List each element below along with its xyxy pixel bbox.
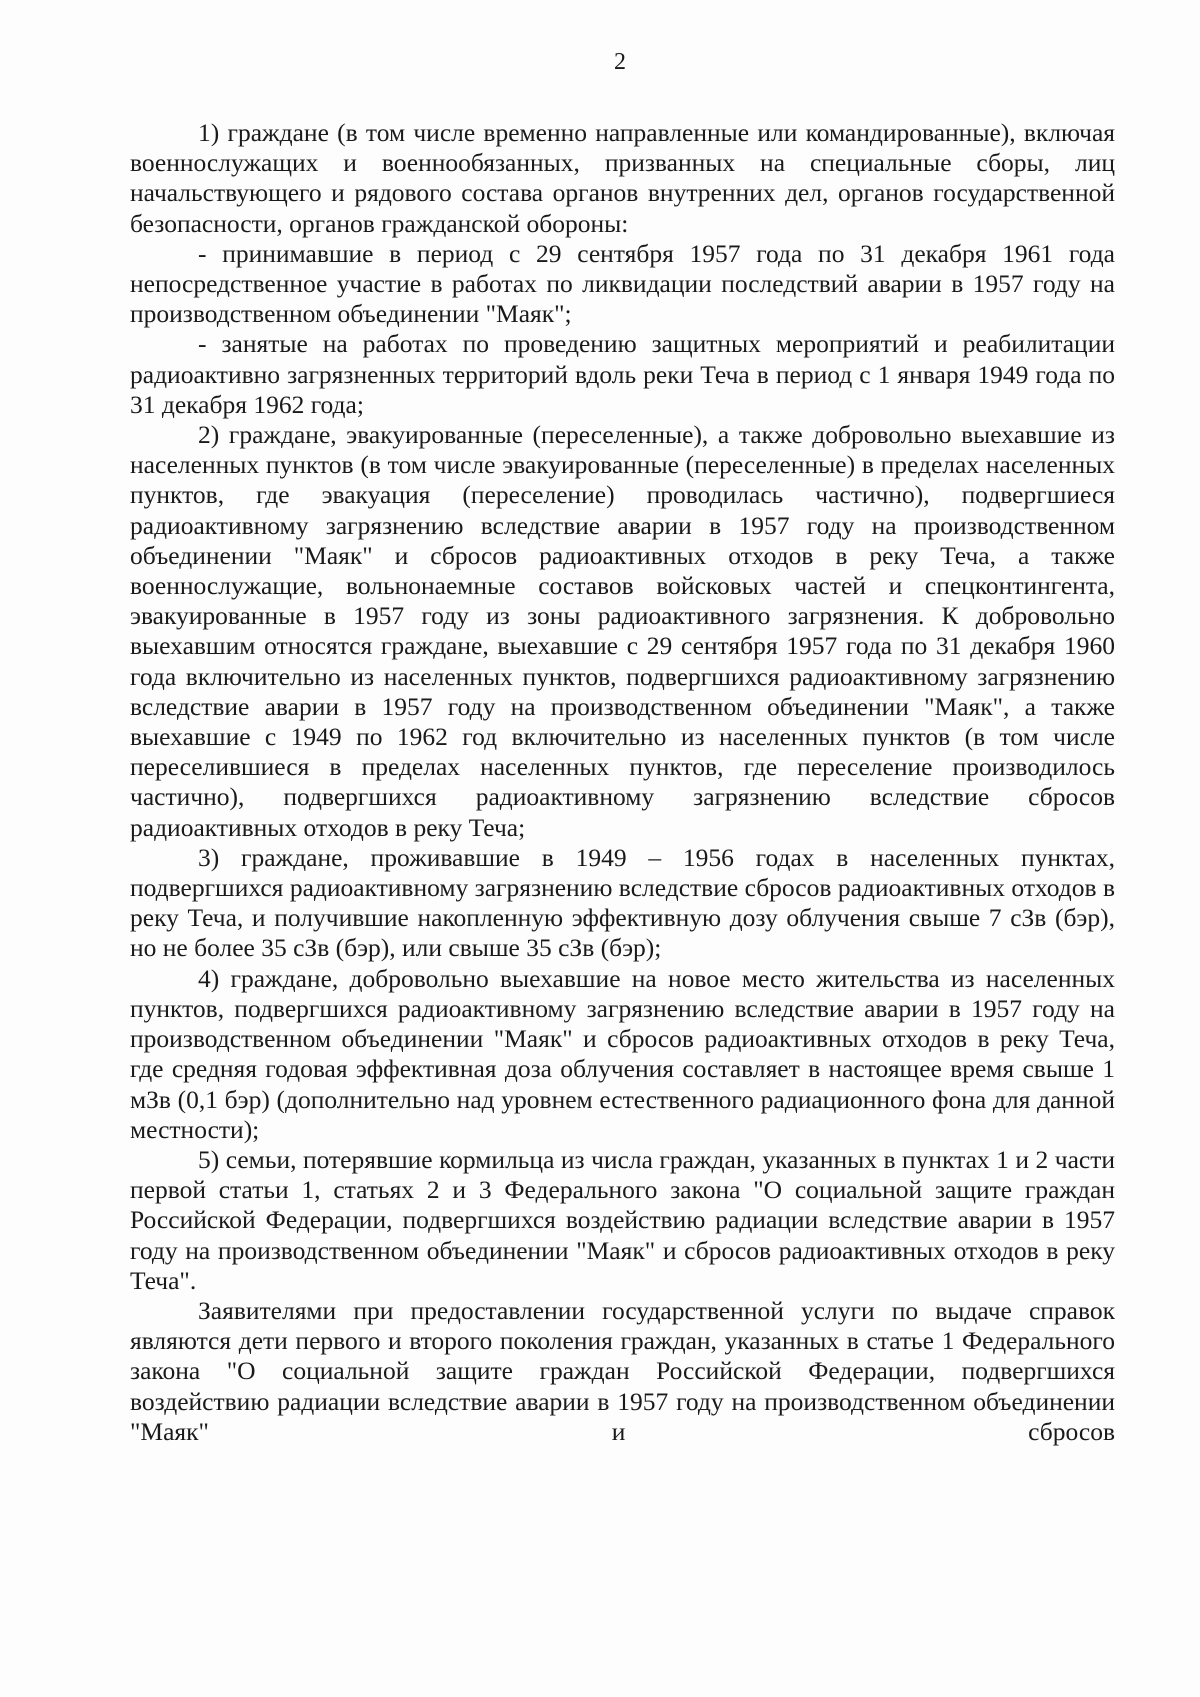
paragraph-applicants: Заявителями при предоставлении государственной услуги по выдаче справок являются дети первого и второго поколения граждан, указанных в статье 1 Федерального закона "О социальной защите граждан Российской Федерации, подвергшихся воздействию радиации вследствие аварии в 1957 году на производственном объединении "Маяк" и сбросов	[130, 1295, 1115, 1446]
page-number: 2	[614, 49, 626, 75]
document-body	[130, 118, 1115, 1447]
paragraph-subitem-rehabilitation: - занятые на работах по проведению защитных мероприятий и реабилитации радиоактивно загрязненных территорий вдоль реки Теча в период с 1 января 1949 года по 31 декабря 1962 года;	[130, 329, 1115, 419]
paragraph-item-2-evacuated: 2) граждане, эвакуированные (переселенные), а также добровольно выехавшие из населенных пунктов (в том числе эвакуированные (переселенные) в пределах населенных пунктов, где эвакуация (переселение) проводилась частично), подвергшиеся радиоактивному загрязнению вследствие аварии в 1957 году на производственном объединении "Маяк" и сбросов радиоактивных отходов в реку Теча, а также военнослужащие, вольнонаемные составов войсковых частей и спецконтингента, эвакуированные в 1957 году из зоны радиоактивного загрязнения. К добровольно выехавшим относятся граждане, выехавшие с 29 сентября 1957 года по 31 декабря 1960 года включительно из населенных пунктов, подвергшихся радиоактивному загрязнению вследствие аварии в 1957 году на производственном объединении "Маяк", а также выехавшие с 1949 по 1962 год включительно из населенных пунктов (в том числе переселившиеся в пределах населенных пунктов, где переселение производилось частично), подвергшихся радиоактивному загрязнению вследствие сбросов радиоактивных отходов в реку Теча;	[130, 420, 1115, 842]
paragraph-item-5-families: 5) семьи, потерявшие кормильца из числа граждан, указанных в пунктах 1 и 2 части первой статьи 1, статьях 2 и 3 Федерального закона "О социальной защите граждан Российской Федерации, подвергшихся воздействию радиации вследствие аварии в 1957 году на производственном объединении "Маяк" и сбросов радиоактивных отходов в реку Теча".	[130, 1144, 1115, 1295]
paragraph-item-1-citizens: 1) граждане (в том числе временно направленные или командированные), включая военнослужащих и военнообязанных, призванных на специальные сборы, лиц начальствующего и рядового состава органов внутренних дел, органов государственной безопасности, органов гражданской обороны:	[130, 118, 1115, 238]
paragraph-item-4-relocated: 4) граждане, добровольно выехавшие на новое место жительства из населенных пунктов, подвергшихся радиоактивному загрязнению вследствие аварии в 1957 году на производственном объединении "Маяк" и сбросов радиоактивных отходов в реку Теча, где средняя годовая эффективная доза облучения составляет в настоящее время свыше 1 мЗв (0,1 бэр) (дополнительно над уровнем естественного радиационного фона для данной местности);	[130, 963, 1115, 1144]
paragraph-subitem-liquidation: - принимавшие в период с 29 сентября 1957 года по 31 декабря 1961 года непосредственное участие в работах по ликвидации последствий аварии в 1957 году на производственном объединении "Маяк";	[130, 238, 1115, 329]
paragraph-item-3-residents: 3) граждане, проживавшие в 1949 – 1956 годах в населенных пунктах, подвергшихся радиоактивному загрязнению вследствие сбросов радиоактивных отходов в реку Теча, и получившие накопленную эффективную дозу облучения свыше 7 сЗв (бэр), но не более 35 сЗв (бэр), или свыше 35 сЗв (бэр);	[130, 842, 1115, 963]
